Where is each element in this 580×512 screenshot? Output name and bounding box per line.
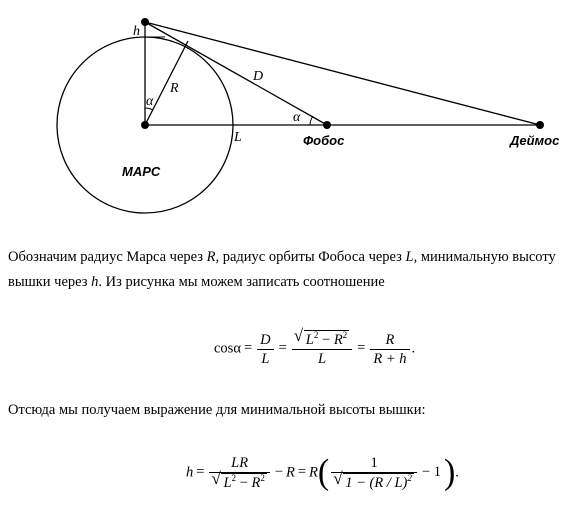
fraction-D-over-L: $\frac{D}{L}$	[257, 331, 273, 368]
tower-point	[141, 18, 149, 26]
paragraph-definitions: Обозначим радиус Марса через R, радиус орбиты Фобоса через L, минимальную высоту вышки через h. Из рисунка мы можем записать соотношение	[8, 249, 556, 290]
label-D: D	[253, 69, 264, 84]
label-alpha-center: α	[146, 94, 154, 109]
label-phobos: Фобос	[303, 133, 345, 148]
fraction-sqrt-over-L: √ $\frac{L^2 - R^2}{L}$	[292, 330, 352, 368]
line-radius-R	[145, 41, 188, 125]
paragraph-conclusion: Отсюда мы получаем выражение для минимальной высоты вышки:	[8, 402, 426, 418]
center-point	[141, 121, 149, 129]
label-deimos: Деймос	[510, 133, 560, 148]
fraction-one-over-sqrt: 1 √ 1 − (R / L)$^2$	[331, 454, 417, 492]
label-R: R	[170, 81, 179, 96]
mars-orbit-diagram	[0, 0, 580, 230]
equation-h-min: h = LR √ $L^2 - R^2$ − R = R( 1 √ 1 − (R / L)$^2$ − 1).	[186, 454, 459, 492]
deimos-point	[536, 121, 544, 129]
fraction-R-over-Rh: $\frac{R}{R + h}$	[370, 331, 409, 368]
label-L: L	[234, 130, 242, 145]
line-tower-to-deimos	[145, 22, 540, 125]
fraction-LR-over-sqrt: LR √ $L^2 - R^2$	[209, 454, 269, 492]
label-alpha-phobos: α	[293, 110, 301, 125]
equation-cos-alpha: cosα = $\frac{D}{L}$ = √ $\frac{L^2 - R^2}{L}$ = $\frac{R}{R + h}$ .	[214, 330, 415, 368]
angle-arc-phobos	[310, 116, 313, 125]
label-mars: МАРС	[122, 164, 161, 179]
phobos-point	[323, 121, 331, 129]
label-h: h	[133, 24, 140, 39]
